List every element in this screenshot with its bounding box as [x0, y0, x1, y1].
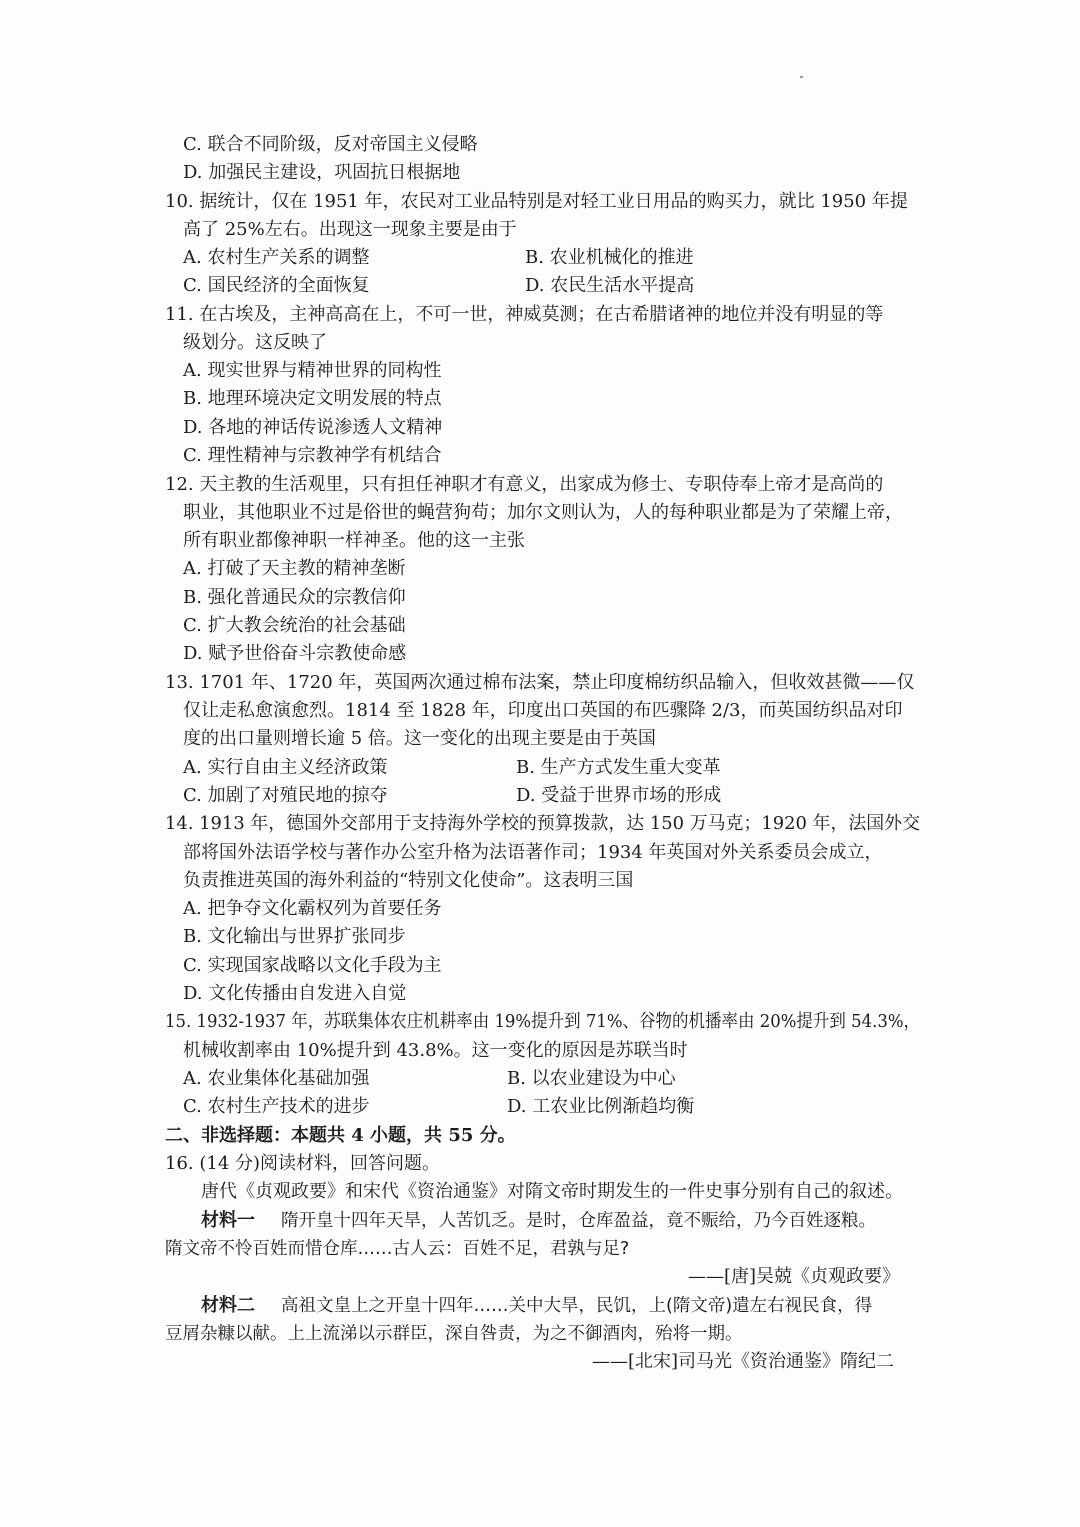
q13-option-b: B. 生产方式发生重大变革: [516, 757, 721, 778]
q14-option-d: D. 文化传播由自发进入自觉: [183, 983, 407, 1004]
q15-stem-1: 15. 1932-1937 年，苏联集体农庄机耕率由 19%提升到 71%、谷物的机播率由 20%提升到 54.3%，: [165, 1011, 920, 1032]
material-two-source: ——[北宋]司马光《资治通鉴》隋纪二: [592, 1351, 895, 1372]
q11-stem-1: 11. 在古埃及，主神高高在上，不可一世，神威莫测；在古希腊诸神的地位并没有明显的等: [165, 304, 884, 325]
q15-stem-2: 机械收割率由 10%提升到 43.8%。这一变化的原因是苏联当时: [183, 1040, 688, 1061]
q14-option-b: B. 文化输出与世界扩张同步: [183, 926, 406, 947]
q10-option-c: C. 国民经济的全面恢复: [183, 275, 370, 296]
q11-option-a: A. 现实世界与精神世界的同构性: [183, 360, 442, 381]
q14-stem-1: 14. 1913 年，德国外交部用于支持海外学校的预算拨款，达 150 万马克；1920 年，法国外交: [165, 813, 920, 834]
q13-option-d: D. 受益于世界市场的形成: [516, 785, 722, 806]
q11-stem-2: 级划分。这反映了: [183, 332, 327, 353]
q15-option-a: A. 农业集体化基础加强: [183, 1068, 370, 1089]
q12-option-c: C. 扩大教会统治的社会基础: [183, 615, 406, 636]
q13-stem-3: 度的出口量则增长逾 5 倍。这一变化的出现主要是由于英国: [183, 728, 656, 749]
q10-option-b: B. 农业机械化的推进: [525, 247, 694, 268]
q10-stem-2: 高了 25%左右。出现这一现象主要是由于: [183, 219, 517, 240]
q15-option-b: B. 以农业建设为中心: [507, 1068, 676, 1089]
q10-option-d: D. 农民生活水平提高: [525, 275, 695, 296]
q12-option-d: D. 赋予世俗奋斗宗教使命感: [183, 643, 407, 664]
section-heading: 二、非选择题：本题共 4 小题，共 55 分。: [165, 1125, 516, 1146]
material-one-source: ——[唐]吴兢《贞观政要》: [688, 1266, 901, 1287]
q9-option-d: D. 加强民主建设，巩固抗日根据地: [183, 162, 461, 183]
corner-mark: [800, 76, 803, 78]
q12-option-b: B. 强化普通民众的宗教信仰: [183, 587, 406, 608]
material-one-text-1: 隋开皇十四年天旱，人苦饥乏。是时，仓库盈益，竟不赈给，乃今百姓逐粮。: [281, 1211, 876, 1231]
q13-option-c: C. 加剧了对殖民地的掠夺: [183, 785, 388, 806]
q11-option-b: B. 地理环境决定文明发展的特点: [183, 388, 442, 409]
q10-option-a: A. 农村生产关系的调整: [183, 247, 370, 268]
q9-option-c: C. 联合不同阶级，反对帝国主义侵略: [183, 134, 478, 155]
q14-option-a: A. 把争夺文化霸权列为首要任务: [183, 898, 442, 919]
q13-stem-1: 13. 1701 年、1720 年，英国两次通过棉布法案，禁止印度棉纺织品输入，但收效甚微——仅: [165, 672, 915, 693]
q12-stem-3: 所有职业都像神职一样神圣。他的这一主张: [183, 530, 525, 551]
q14-option-c: C. 实现国家战略以文化手段为主: [183, 955, 442, 976]
q16-intro: 唐代《贞观政要》和宋代《资治通鉴》对隋文帝时期发生的一件史事分别有自己的叙述。: [201, 1181, 903, 1202]
q15-option-c: C. 农村生产技术的进步: [183, 1096, 370, 1117]
q16-stem: 16. (14 分)阅读材料，回答问题。: [165, 1153, 441, 1174]
q12-option-a: A. 打破了天主教的精神垄断: [183, 558, 406, 579]
material-two-text-1: 高祖文皇上之开皇十四年……关中大旱，民饥，上(隋文帝)遣左右视民食，得: [281, 1296, 873, 1316]
q14-stem-3: 负责推进英国的海外利益的“特别文化使命”。这表明三国: [183, 870, 634, 891]
q15-option-d: D. 工农业比例渐趋均衡: [507, 1096, 695, 1117]
q14-stem-2: 部将国外法语学校与著作办公室升格为法语著作司；1934 年英国对外关系委员会成立，: [183, 842, 883, 863]
q11-option-d: D. 各地的神话传说渗透人文精神: [183, 417, 443, 438]
material-one-label: 材料一: [201, 1210, 255, 1231]
q12-stem-1: 12. 天主教的生活观里，只有担任神职才有意义，出家成为修士、专职侍奉上帝才是高尚的: [165, 474, 884, 495]
material-two-text-2: 豆屑杂糠以献。上上流涕以示群臣，深自咎责，为之不御酒肉，殆将一期。: [165, 1324, 743, 1344]
q13-option-a: A. 实行自由主义经济政策: [183, 757, 388, 778]
material-one-text-2: 隋文帝不怜百姓而惜仓库……古人云：百姓不足，君孰与足?: [165, 1239, 630, 1259]
q13-stem-2: 仅让走私愈演愈烈。1814 至 1828 年，印度出口英国的布匹骤降 2/3，而英国纺织品对印: [183, 700, 903, 721]
q11-option-c: C. 理性精神与宗教神学有机结合: [183, 445, 442, 466]
q10-stem-1: 10. 据统计，仅在 1951 年，农民对工业品特别是对轻工业日用品的购买力，就比 1950 年提: [165, 191, 908, 212]
material-two-label: 材料二: [201, 1295, 255, 1316]
q12-stem-2: 职业，其他职业不过是俗世的蝇营狗苟；加尔文则认为，人的每种职业都是为了荣耀上帝，: [183, 502, 903, 523]
